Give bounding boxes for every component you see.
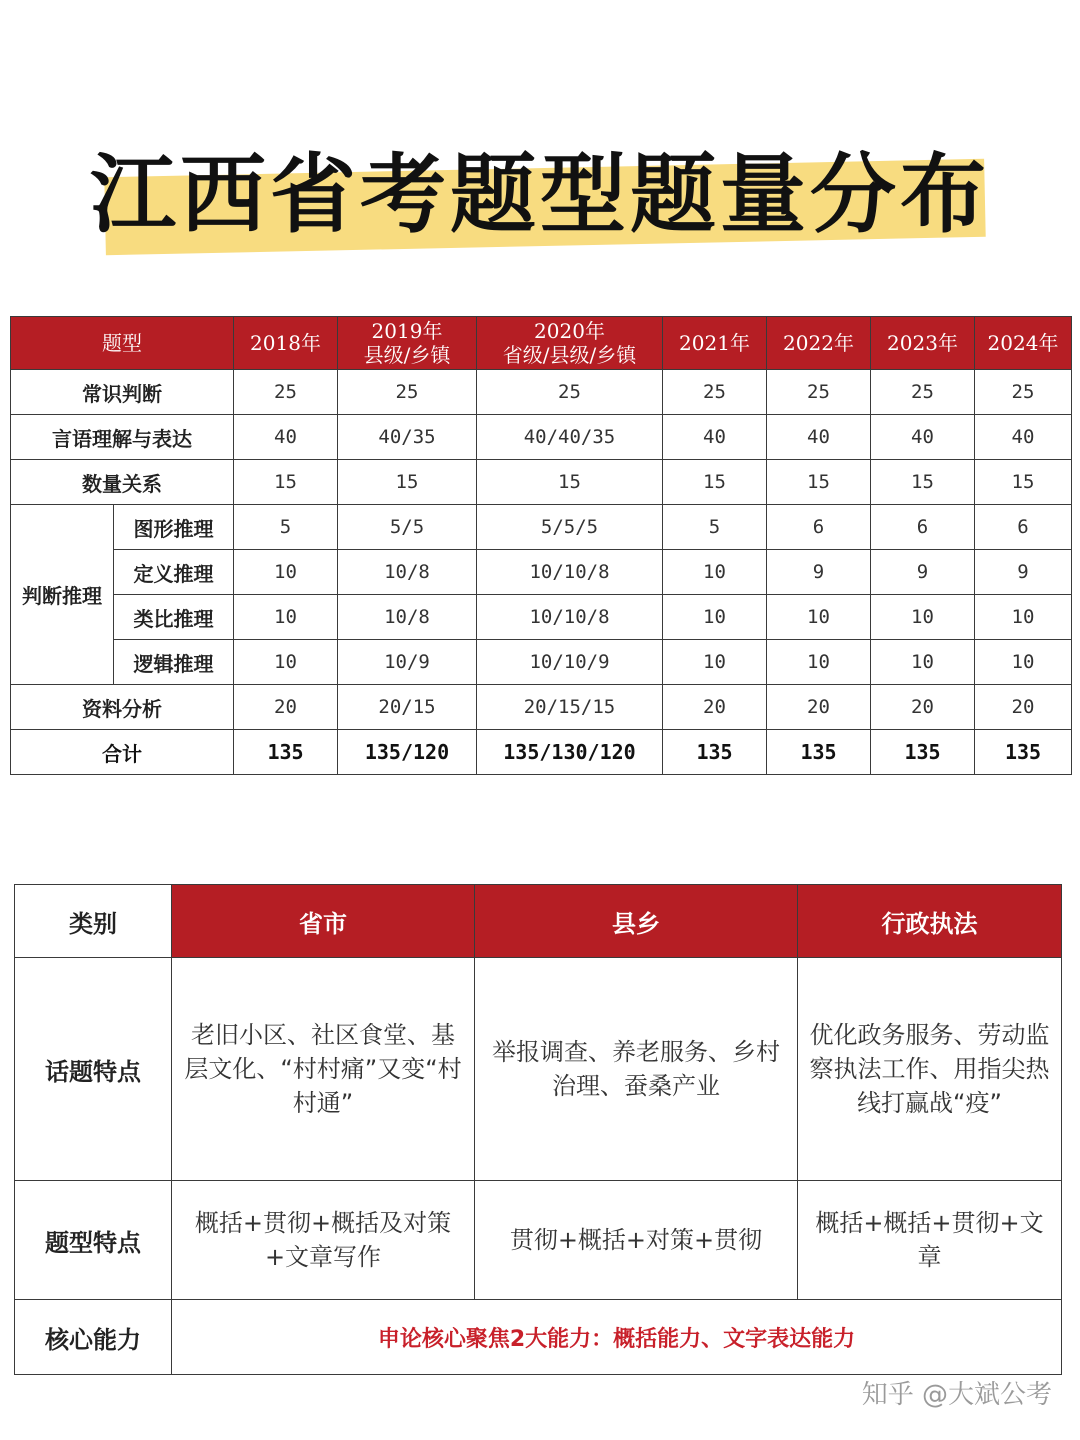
table-cell: 40	[767, 415, 871, 460]
table-cell: 40/40/35	[477, 415, 663, 460]
table-cell: 9	[975, 550, 1072, 595]
table-cell: 20	[975, 685, 1072, 730]
row-label: 常识判断	[11, 370, 234, 415]
table-cell: 15	[477, 460, 663, 505]
table-cell: 6	[871, 505, 975, 550]
table-cell: 10	[234, 595, 338, 640]
table-cell: 135	[975, 730, 1072, 775]
row-label: 核心能力	[15, 1300, 172, 1375]
table-cell: 老旧小区、社区食堂、基层文化、“村村痛”又变“村村通”	[172, 958, 475, 1181]
table-header-row	[15, 885, 1062, 958]
table-cell: 概括+贯彻+概括及对策+文章写作	[172, 1181, 475, 1300]
table-row	[15, 1181, 1062, 1300]
header-cell: 省市	[172, 885, 475, 958]
table-cell: 25	[663, 370, 767, 415]
table-cell: 5/5/5	[477, 505, 663, 550]
table-row	[11, 460, 1072, 505]
table-cell: 10/9	[338, 640, 477, 685]
table-cell: 135/130/120	[477, 730, 663, 775]
header-cell: 2022年	[767, 317, 871, 370]
page-title: 江西省考题型题量分布	[90, 145, 990, 245]
table-cell: 10	[871, 595, 975, 640]
table-cell: 25	[338, 370, 477, 415]
table-cell: 5	[234, 505, 338, 550]
watermark: 知乎 @大斌公考	[861, 1380, 1052, 1410]
table-cell: 25	[234, 370, 338, 415]
question-distribution-table	[10, 316, 1072, 775]
table-cell: 25	[477, 370, 663, 415]
table-cell: 10	[975, 640, 1072, 685]
table-row	[11, 415, 1072, 460]
header-cell: 类别	[15, 885, 172, 958]
table-cell: 举报调查、养老服务、乡村治理、蚕桑产业	[475, 958, 798, 1181]
title-area	[0, 110, 1080, 270]
table-cell: 20/15	[338, 685, 477, 730]
row-label: 逻辑推理	[114, 640, 234, 685]
table-cell: 10/10/9	[477, 640, 663, 685]
row-label: 数量关系	[11, 460, 234, 505]
row-label: 合计	[11, 730, 234, 775]
header-cell: 2024年	[975, 317, 1072, 370]
header-cell: 2018年	[234, 317, 338, 370]
header-cell: 2021年	[663, 317, 767, 370]
table-cell: 25	[767, 370, 871, 415]
table-cell: 6	[767, 505, 871, 550]
table-cell: 40	[663, 415, 767, 460]
table-cell: 25	[975, 370, 1072, 415]
table-cell: 5/5	[338, 505, 477, 550]
total-row	[11, 730, 1072, 775]
table-row	[15, 958, 1062, 1181]
row-label: 类比推理	[114, 595, 234, 640]
table-cell: 15	[975, 460, 1072, 505]
table-cell: 10	[767, 640, 871, 685]
header-cell: 2020年 省级/县级/乡镇	[477, 317, 663, 370]
table-cell: 10	[234, 640, 338, 685]
table-cell: 25	[871, 370, 975, 415]
table-cell: 20	[234, 685, 338, 730]
table-cell: 20	[871, 685, 975, 730]
table-cell: 15	[663, 460, 767, 505]
table-cell: 优化政务服务、劳动监察执法工作、用指尖热线打赢战“疫”	[798, 958, 1062, 1181]
table-row	[11, 505, 1072, 550]
essay-feature-table	[14, 884, 1062, 1375]
table-cell: 135	[234, 730, 338, 775]
row-label: 资料分析	[11, 685, 234, 730]
table-cell: 5	[663, 505, 767, 550]
table-row	[11, 595, 1072, 640]
table-row	[11, 550, 1072, 595]
group-label: 判断推理	[11, 505, 114, 685]
header-cell: 行政执法	[798, 885, 1062, 958]
table-cell: 10/8	[338, 550, 477, 595]
table-row	[11, 640, 1072, 685]
table-cell: 10	[663, 550, 767, 595]
table-cell: 135/120	[338, 730, 477, 775]
table-cell: 10	[234, 550, 338, 595]
table-row	[11, 370, 1072, 415]
table-cell: 6	[975, 505, 1072, 550]
row-label: 题型特点	[15, 1181, 172, 1300]
header-cell: 2019年 县级/乡镇	[338, 317, 477, 370]
table-header-row	[11, 317, 1072, 370]
core-ability-text: 申论核心聚焦2大能力：概括能力、文字表达能力	[172, 1300, 1062, 1375]
table-cell: 概括+概括+贯彻+文章	[798, 1181, 1062, 1300]
table-cell: 9	[871, 550, 975, 595]
row-label: 定义推理	[114, 550, 234, 595]
table-cell: 10	[871, 640, 975, 685]
header-cell: 县乡	[475, 885, 798, 958]
table-cell: 135	[871, 730, 975, 775]
table-cell: 40/35	[338, 415, 477, 460]
table-cell: 15	[767, 460, 871, 505]
table-cell: 10/10/8	[477, 595, 663, 640]
table-row	[11, 685, 1072, 730]
table-cell: 135	[663, 730, 767, 775]
table-cell: 10/10/8	[477, 550, 663, 595]
table-cell: 135	[767, 730, 871, 775]
table-cell: 9	[767, 550, 871, 595]
table-cell: 10	[663, 640, 767, 685]
row-label: 言语理解与表达	[11, 415, 234, 460]
table-cell: 15	[871, 460, 975, 505]
table-cell: 20/15/15	[477, 685, 663, 730]
table-cell: 10	[767, 595, 871, 640]
table-cell: 贯彻+概括+对策+贯彻	[475, 1181, 798, 1300]
table-cell: 40	[871, 415, 975, 460]
table-cell: 10	[975, 595, 1072, 640]
header-cell: 题型	[11, 317, 234, 370]
row-label: 图形推理	[114, 505, 234, 550]
table-row	[15, 1300, 1062, 1375]
table-cell: 10	[663, 595, 767, 640]
header-cell: 2023年	[871, 317, 975, 370]
table-cell: 20	[767, 685, 871, 730]
table-cell: 20	[663, 685, 767, 730]
table-cell: 15	[338, 460, 477, 505]
table-cell: 15	[234, 460, 338, 505]
table-cell: 40	[975, 415, 1072, 460]
row-label: 话题特点	[15, 958, 172, 1181]
table-cell: 40	[234, 415, 338, 460]
table-cell: 10/8	[338, 595, 477, 640]
